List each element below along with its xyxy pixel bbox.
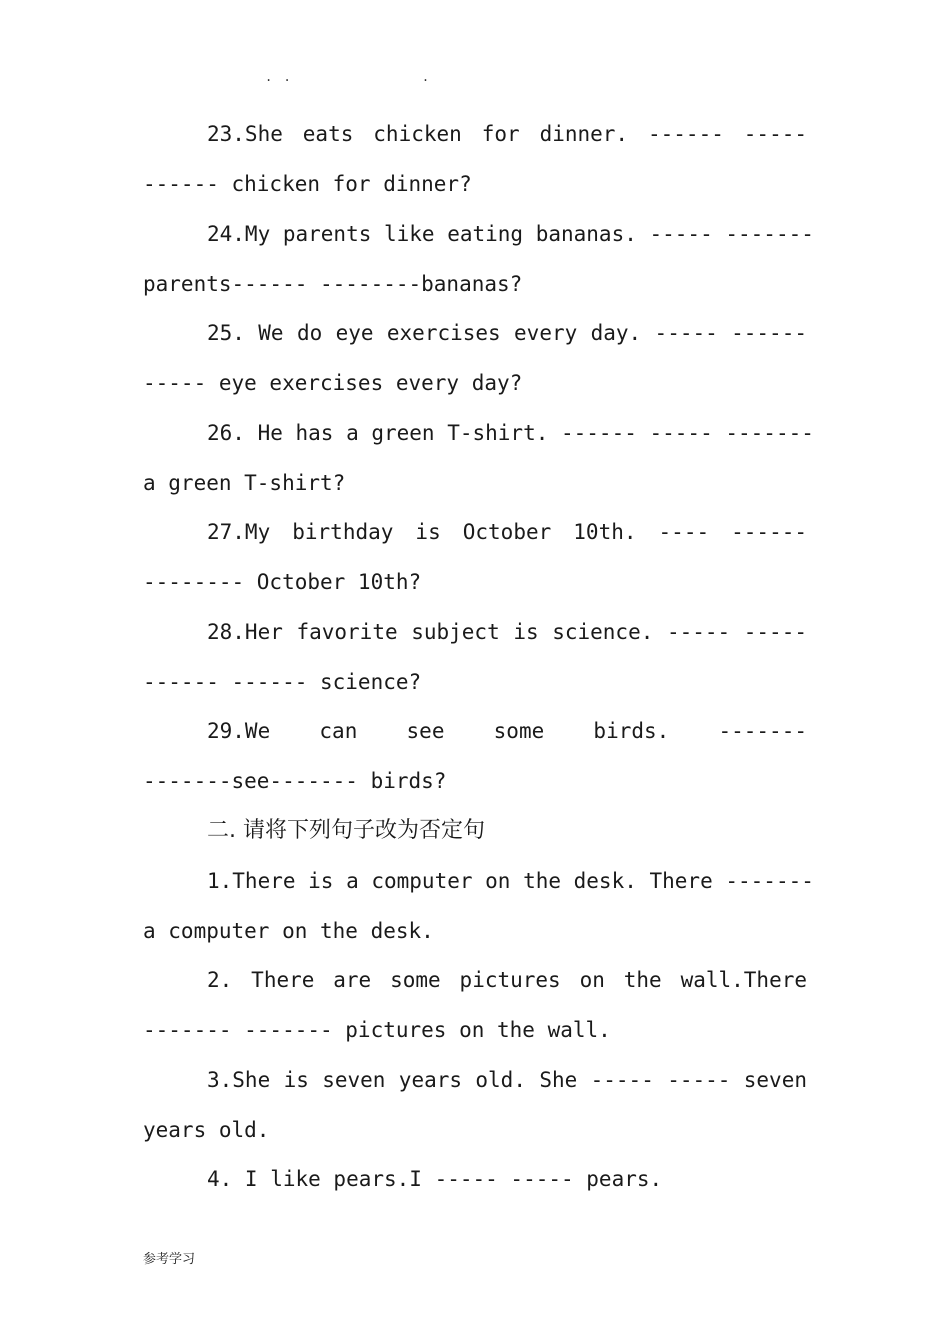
exercise-item-26 <box>143 408 814 508</box>
exercise-item-24 <box>143 209 814 309</box>
item-line-2: a computer on the desk. <box>143 919 434 943</box>
item-line-2: a green T-shirt? <box>143 471 346 495</box>
exercise-item-29 <box>143 706 807 806</box>
header-marks: . . . <box>265 70 432 84</box>
exercise-item-27 <box>143 507 807 607</box>
negative-item-1 <box>143 856 814 956</box>
item-line-1: 24.My parents like eating bananas. ----- ------- <box>207 222 814 246</box>
item-line-1: 28.Her favorite subject is science. ----- ----- <box>207 620 807 644</box>
item-line-1: 27.My birthday is October 10th. ---- ------ <box>207 520 807 544</box>
exercise-item-28 <box>143 607 807 707</box>
item-line-1: 25. We do eye exercises every day. ----- ------ <box>207 321 807 345</box>
section-heading: 二. 请将下列句子改为否定句 <box>207 818 485 843</box>
negative-item-4 <box>143 1154 807 1204</box>
item-line-2: years old. <box>143 1118 270 1142</box>
negative-item-3 <box>143 1055 807 1155</box>
exercise-item-25 <box>143 308 807 408</box>
item-line-1: 23.She eats chicken for dinner. ------ ----- <box>207 122 807 146</box>
item-line-2: -------see------- birds? <box>143 769 447 793</box>
item-line-2: -------- October 10th? <box>143 570 422 594</box>
item-line-1: 1.There is a computer on the desk. There ------- <box>207 869 814 893</box>
item-line-1: 29.We can see some birds. ------- <box>207 719 807 743</box>
page-footer: 参考学习 <box>143 1252 196 1267</box>
item-line-1: 3.She is seven years old. She ----- ----- seven <box>207 1068 807 1092</box>
negative-item-2 <box>143 955 807 1055</box>
item-line-1: 4. I like pears.I ----- ----- pears. <box>207 1167 663 1191</box>
item-line-1: 26. He has a green T-shirt. ------ ----- ------- <box>207 421 814 445</box>
item-line-2: ------ ------ science? <box>143 670 422 694</box>
item-line-1: 2. There are some pictures on the wall.There <box>207 968 807 992</box>
exercise-item-23 <box>143 109 807 209</box>
item-line-2: parents------ --------bananas? <box>143 272 523 296</box>
item-line-2: ------- ------- pictures on the wall. <box>143 1018 611 1042</box>
item-line-2: ------ chicken for dinner? <box>143 172 472 196</box>
item-line-2: ----- eye exercises every day? <box>143 371 523 395</box>
